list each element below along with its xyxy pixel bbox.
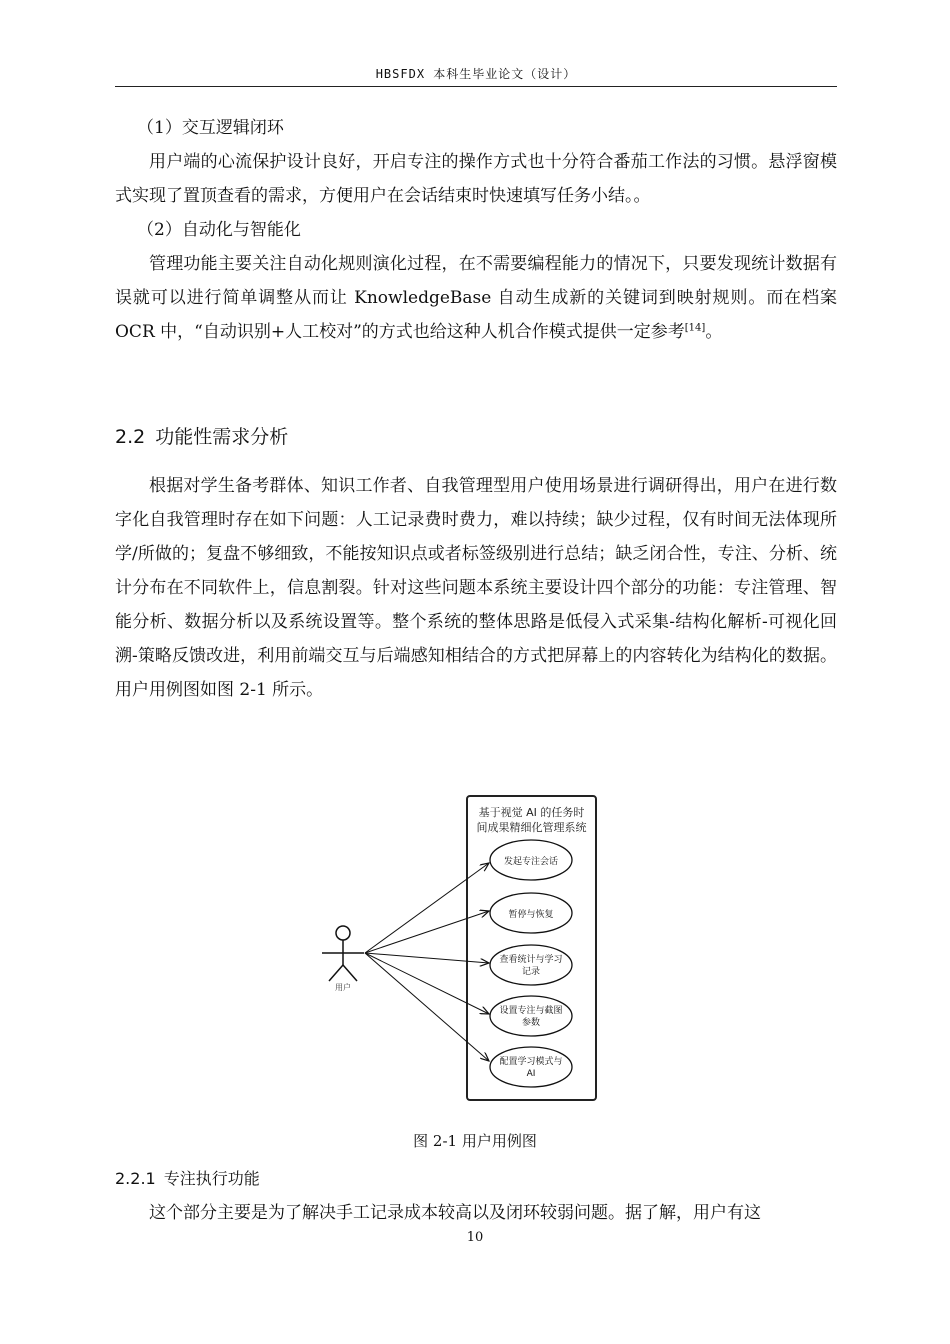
paragraph-focus-execution: 这个部分主要是为了解决手工记录成本较高以及闭环较弱问题。据了解，用户有这 (149, 1203, 761, 1223)
associations (365, 863, 489, 1061)
use-case-2-label: 暂停与恢复 (508, 910, 554, 920)
association-2 (365, 911, 489, 953)
page-header (115, 66, 837, 87)
intro-section (115, 111, 837, 349)
paragraph-automation-end: 。 (705, 322, 723, 342)
page-number: 10 (466, 1230, 484, 1245)
use-case-1 (490, 840, 572, 880)
section-number: 2.2 (115, 426, 146, 448)
use-case-4 (490, 996, 572, 1036)
use-case-1-label: 发起专注会话 (503, 857, 559, 867)
use-case-4-label-line1: 设置专注与截图 (499, 1006, 563, 1016)
association-5 (365, 953, 489, 1061)
system-title-line2: 间成果精细化管理系统 (476, 821, 587, 834)
section-heading-2-2 (115, 422, 288, 452)
paragraph-automation (115, 247, 837, 349)
section-2-2-body (115, 469, 837, 707)
use-case-3-label-line2: 记录 (521, 967, 541, 977)
subheading-interaction-loop: （1）交互逻辑闭环 (137, 118, 284, 138)
use-case-4-label-line2: 参数 (521, 1018, 541, 1028)
actor-user (322, 926, 364, 981)
actor-label: 用户 (335, 983, 351, 992)
association-1 (365, 863, 489, 953)
figure-caption: 图 2-1 用户用例图 (413, 1132, 537, 1150)
section-2-2-1-body (115, 1198, 837, 1228)
citation-14: [14] (684, 322, 706, 334)
paragraph-interaction-loop: 用户端的心流保护设计良好，开启专注的操作方式也十分符合番茄工作法的习惯。悬浮窗模式实现了置顶查看的需求，方便用户在会话结束时快速填写任务小结。。 (115, 152, 837, 206)
subheading-automation: （2）自动化与智能化 (137, 220, 301, 240)
use-case-svg (315, 793, 605, 1105)
system-title-line1: 基于视觉 AI 的任务时 (478, 806, 585, 819)
header-title: HBSFDX 本科生毕业论文（设计） (375, 67, 577, 81)
paragraph-requirements: 根据对学生备考群体、知识工作者、自我管理型用户使用场景进行调研得出，用户在进行数字化自我管理时存在如下问题：人工记录费时费力，难以持续；缺少过程，仅有时间无法体现所学/所做的；复盘不够细致，不能按知识点或者标签级别进行总结；缺乏闭合性，专注、分析、统计分布在不同软件上，信息割裂。针对这些问题本系统主要设计四个部分的功能：专注管理、智能分析、数据分析以及系统设置等。整个系统的整体思路是低侵入式采集-结构化解析-可视化回溯-策略反馈改进，利用前端交互与后端感知相结合的方式把屏幕上的内容转化为结构化的数据。用户用例图如图 2-1 所示。 (115, 476, 837, 700)
section-heading-2-2-1 (115, 1166, 260, 1192)
association-3 (365, 953, 489, 963)
subsection-title: 专注执行功能 (163, 1169, 260, 1188)
association-4 (365, 953, 489, 1014)
use-case-5-label-line2: AI (526, 1069, 536, 1079)
paragraph-automation-text: 管理功能主要关注自动化规则演化过程，在不需要编程能力的情况下，只要发现统计数据有误就可以进行简单调整从而让 KnowledgeBase 自动生成新的关键词到映射规则。而在档案 OCR 中，“自动识别+人工校对”的方式也给这种人机合作模式提供一定参考 (115, 254, 837, 342)
section-title: 功能性需求分析 (155, 426, 289, 448)
subsection-number: 2.2.1 (115, 1169, 156, 1188)
use-case-3-label-line1: 查看统计与学习 (499, 955, 563, 965)
use-case-2 (490, 893, 572, 933)
use-case-3 (490, 945, 572, 985)
use-case-5 (490, 1047, 572, 1087)
use-case-5-label-line1: 配置学习模式与 (499, 1057, 563, 1067)
use-case-diagram (315, 793, 605, 1105)
